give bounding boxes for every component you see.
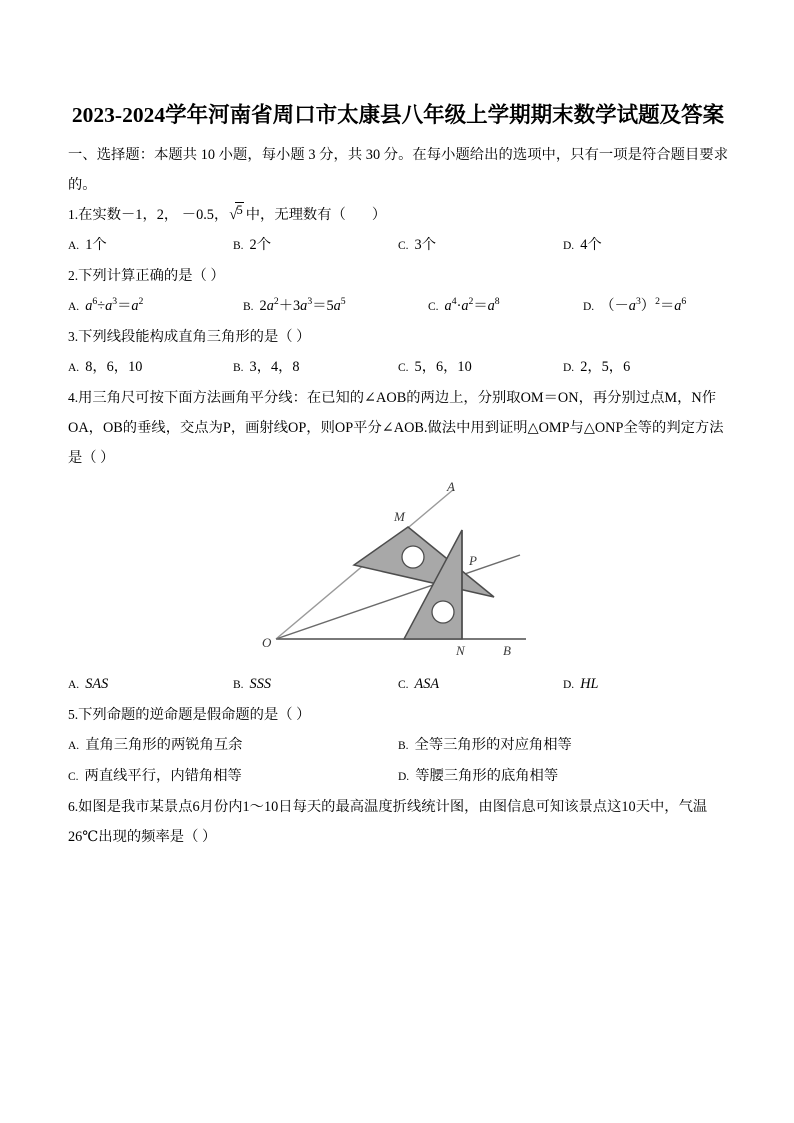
question-1-stem: [68, 200, 728, 230]
section-intro: 一、选择题：本题共 10 小题，每小题 3 分，共 30 分。在每小题给出的选项中，只有一项是符合题目要求的。: [68, 147, 728, 193]
option-a[interactable]: [68, 352, 233, 383]
question-4-stem-line3-row: [68, 443, 728, 473]
option-a-label: A.: [68, 362, 80, 374]
question-2-stem-text: 下列计算正确的是（ ）: [78, 268, 225, 284]
option-d[interactable]: [563, 230, 728, 261]
question-4-stem-line2-row: [68, 413, 728, 443]
option-b-label: B.: [233, 240, 244, 252]
option-a-label: A.: [68, 301, 80, 313]
option-b[interactable]: [233, 669, 398, 700]
question-4-number: 4.: [68, 390, 79, 405]
question-4-stem-line1: 用三角尺可按下面方法画角平分线：在已知的∠AOB的两边上，分别取OM＝ON，再分别过点M，N作: [78, 390, 716, 406]
option-a-label: A.: [68, 740, 80, 752]
question-1-stem-pre: 在实数: [78, 207, 122, 223]
question-4-stem: [68, 383, 728, 413]
option-c[interactable]: [428, 291, 583, 322]
angle-bisector-setsquare-figure: [258, 477, 538, 662]
option-b-label: B.: [243, 301, 254, 313]
question-5-stem-text: 下列命题的逆命题是假命题的是（ ）: [78, 707, 311, 723]
question-1-stem-close: ）: [371, 207, 387, 223]
question-6-stem-line1: 如图是我市某景点6月份内1～10日每天的最高温度折线统计图，由图信息可知该景点这10天中，气温: [78, 799, 708, 815]
option-a-label: A.: [68, 240, 80, 252]
figure-label-O: O: [262, 635, 272, 650]
figure-label-N: N: [456, 643, 465, 658]
figure-label-M: M: [394, 509, 405, 524]
page-title: 2023-2024学年河南省周口市太康县八年级上学期期末数学试题及答案: [71, 103, 725, 127]
option-b[interactable]: [243, 291, 428, 322]
option-b-text: 3，4，8: [249, 359, 300, 375]
option-c-label: C.: [68, 771, 79, 783]
option-c[interactable]: [68, 761, 398, 792]
option-a-text: 直角三角形的两锐角互余: [85, 737, 243, 753]
question-2-number: 2.: [68, 268, 79, 283]
option-a-text: 1个: [85, 237, 107, 253]
option-d-label: D.: [583, 301, 595, 313]
option-a-text: SAS: [85, 676, 109, 692]
option-a[interactable]: [68, 291, 243, 322]
option-c-text: 3个: [414, 237, 436, 253]
question-4-stem-line2: OA，OB的垂线，交点为P，画射线OP，则OP平分∠AOB.做法中用到证明△OMP与△ONP全等的判定方法: [68, 420, 724, 436]
option-c[interactable]: [398, 669, 563, 700]
question-3-options: [68, 352, 728, 383]
question-1-options: [68, 230, 728, 261]
option-b[interactable]: [233, 230, 398, 261]
option-d-label: D.: [563, 240, 575, 252]
option-a-label: A.: [68, 679, 80, 691]
figure-label-P: P: [469, 553, 477, 568]
option-a-text: $a^6\div a^3=a^2$: [85, 296, 144, 314]
option-d[interactable]: [398, 761, 728, 792]
option-d[interactable]: [563, 669, 728, 700]
question-1-values: －1，2， －0.5，: [121, 207, 229, 223]
option-c-label: C.: [398, 362, 409, 374]
option-a-text: 8，6，10: [85, 359, 143, 375]
option-b-label: B.: [398, 740, 409, 752]
option-d-text: 等腰三角形的底角相等: [415, 768, 559, 784]
option-c-text: 5，6，10: [414, 359, 472, 375]
option-c-text: ASA: [414, 676, 440, 692]
radical-value: 5: [236, 203, 243, 217]
figure-label-A: A: [447, 479, 455, 494]
radical-sign: √: [229, 207, 238, 223]
option-b-text: $2a^2+3a^3=5a^5$: [259, 296, 346, 314]
question-5-number: 5.: [68, 707, 79, 722]
question-5-stem: [68, 700, 728, 730]
option-d[interactable]: [583, 291, 686, 322]
question-6-stem-line2-row: [68, 822, 728, 852]
option-a[interactable]: [68, 730, 398, 761]
option-b[interactable]: [398, 730, 728, 761]
option-d-label: D.: [563, 679, 575, 691]
figure-label-B: B: [503, 643, 511, 658]
option-c-text: 两直线平行，内错角相等: [84, 768, 242, 784]
question-2-stem: [68, 261, 728, 291]
question-3-stem: [68, 322, 728, 352]
option-b-label: B.: [233, 362, 244, 374]
question-6-stem: [68, 792, 728, 822]
sqrt-icon: [228, 200, 245, 230]
option-c-text: $a^4\cdot a^2=a^8$: [444, 296, 500, 314]
question-2-options: [68, 291, 728, 322]
option-b[interactable]: [233, 352, 398, 383]
question-6-stem-line2: 26℃出现的频率是（ ）: [68, 829, 217, 845]
option-c[interactable]: [398, 352, 563, 383]
option-c-label: C.: [398, 679, 409, 691]
option-d-text: 2，5，6: [580, 359, 631, 375]
question-3-number: 3.: [68, 329, 79, 344]
option-b-text: 2个: [249, 237, 271, 253]
question-1-stem-post: 中，无理数有（: [245, 207, 346, 223]
option-d[interactable]: [563, 352, 728, 383]
option-d-text: $(-a^3)^2=a^6$: [600, 296, 687, 314]
question-4-options: [68, 669, 728, 700]
option-c-label: C.: [398, 240, 409, 252]
question-1-number: 1.: [68, 207, 79, 222]
document-content: [68, 96, 728, 852]
option-a[interactable]: [68, 230, 233, 261]
option-a[interactable]: [68, 669, 233, 700]
option-b-text: 全等三角形的对应角相等: [414, 737, 572, 753]
question-4-figure: [68, 477, 728, 667]
option-c-label: C.: [428, 301, 439, 313]
question-3-stem-text: 下列线段能构成直角三角形的是（ ）: [78, 329, 311, 345]
option-b-label: B.: [233, 679, 244, 691]
option-d-label: D.: [563, 362, 575, 374]
option-d-label: D.: [398, 771, 410, 783]
option-d-text: 4个: [580, 237, 602, 253]
option-b-text: SSS: [249, 676, 271, 692]
question-5-options: [68, 730, 728, 792]
option-d-text: HL: [580, 676, 599, 692]
option-c[interactable]: [398, 230, 563, 261]
question-4-stem-line3: 是（ ）: [68, 450, 115, 466]
question-6-number: 6.: [68, 799, 79, 814]
